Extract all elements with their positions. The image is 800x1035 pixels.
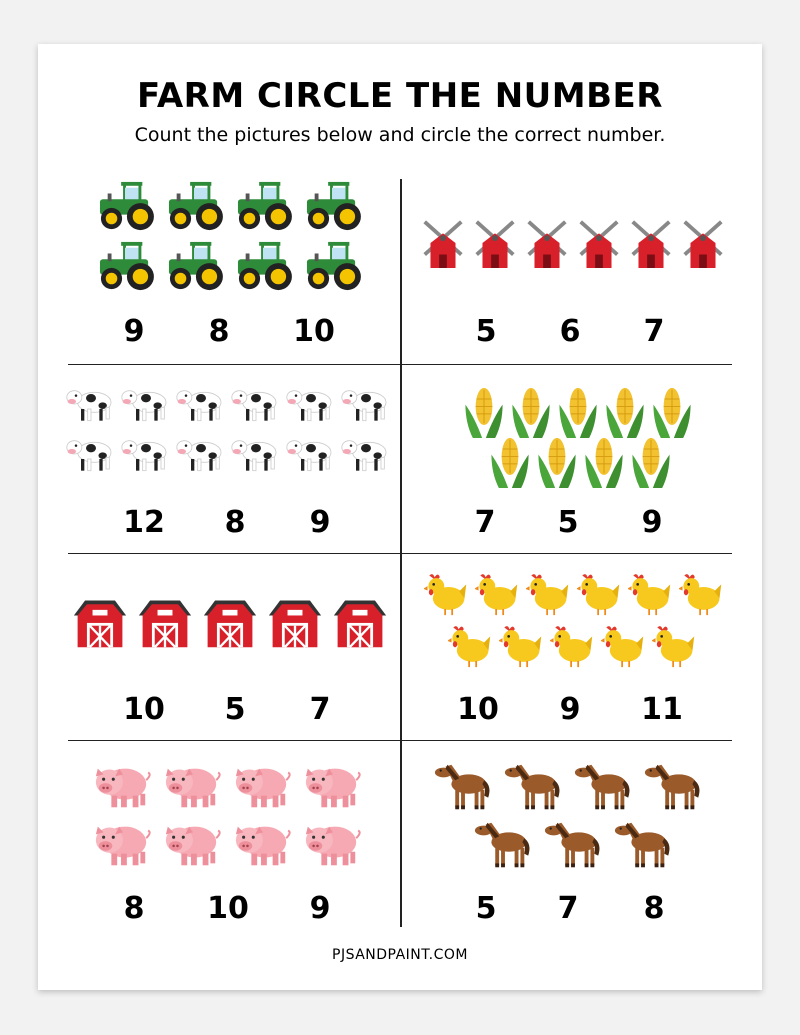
chicken-icon: [652, 624, 696, 672]
tractor-icon: [303, 180, 361, 236]
horse-icon: [542, 820, 604, 874]
tractor-icon: [96, 180, 154, 236]
pig-icon: [232, 760, 292, 816]
answer-choice[interactable]: 8: [123, 891, 145, 926]
answer-choice[interactable]: 7: [557, 891, 579, 926]
horse-icon: [502, 762, 564, 816]
corn-icon: [556, 386, 600, 442]
windmill-icon: [678, 216, 728, 272]
cow-icon: [341, 434, 391, 478]
pig-icon: [92, 818, 152, 874]
answer-choice[interactable]: 8: [224, 505, 246, 540]
chicken-icon: [679, 572, 723, 620]
corn-icon: [629, 436, 673, 492]
chicken-icon: [499, 624, 543, 672]
answer-choice[interactable]: 5: [475, 891, 497, 926]
cow-icon: [121, 384, 171, 428]
corn-icon: [650, 386, 694, 442]
row-divider: [68, 364, 732, 365]
footer-website: PJSANDPAINT.COM: [332, 947, 468, 963]
answer-choice[interactable]: 12: [123, 505, 165, 540]
cow-icon: [176, 434, 226, 478]
tractor-icon: [234, 240, 292, 296]
cow-icon: [121, 434, 171, 478]
row-divider: [68, 553, 732, 554]
answer-choice[interactable]: 5: [224, 692, 246, 727]
worksheet: [38, 44, 762, 990]
windmill-icon: [470, 216, 520, 272]
chicken-icon: [448, 624, 492, 672]
answer-choice[interactable]: 10: [293, 314, 335, 349]
corn-icon: [582, 436, 626, 492]
answer-choice[interactable]: 11: [641, 692, 683, 727]
answer-choice[interactable]: 9: [559, 692, 581, 727]
windmill-icon: [626, 216, 676, 272]
windmill-icon: [418, 216, 468, 272]
page-subtitle: Count the pictures below and circle the correct number.: [134, 124, 666, 146]
tractor-icon: [165, 180, 223, 236]
horse-icon: [432, 762, 494, 816]
row-divider: [68, 740, 732, 741]
chicken-icon: [475, 572, 519, 620]
chicken-icon: [577, 572, 621, 620]
tractor-icon: [96, 240, 154, 296]
pig-icon: [162, 818, 222, 874]
tractor-icon: [165, 240, 223, 296]
barn-icon: [202, 594, 258, 654]
answer-choice[interactable]: 9: [309, 891, 331, 926]
chicken-icon: [628, 572, 672, 620]
tractor-icon: [303, 240, 361, 296]
answer-choice[interactable]: 9: [309, 505, 331, 540]
corn-icon: [488, 436, 532, 492]
horse-icon: [612, 820, 674, 874]
cow-icon: [231, 384, 281, 428]
corn-icon: [535, 436, 579, 492]
tractor-icon: [234, 180, 292, 236]
answer-choice[interactable]: 7: [309, 692, 331, 727]
cow-icon: [176, 384, 226, 428]
horse-icon: [472, 820, 534, 874]
chicken-icon: [550, 624, 594, 672]
cow-icon: [66, 434, 116, 478]
answer-choice[interactable]: 10: [207, 891, 249, 926]
corn-icon: [462, 386, 506, 442]
answer-choice[interactable]: 10: [123, 692, 165, 727]
answer-choice[interactable]: 6: [559, 314, 581, 349]
corn-icon: [603, 386, 647, 442]
answer-choice[interactable]: 9: [123, 314, 145, 349]
barn-icon: [137, 594, 193, 654]
cow-icon: [341, 384, 391, 428]
answer-choice[interactable]: 8: [208, 314, 230, 349]
horse-icon: [572, 762, 634, 816]
answer-choice[interactable]: 9: [641, 505, 663, 540]
answer-choice[interactable]: 10: [457, 692, 499, 727]
barn-icon: [267, 594, 323, 654]
pig-icon: [162, 760, 222, 816]
cow-icon: [231, 434, 281, 478]
pig-icon: [92, 760, 152, 816]
cow-icon: [66, 384, 116, 428]
barn-icon: [332, 594, 388, 654]
windmill-icon: [574, 216, 624, 272]
chicken-icon: [601, 624, 645, 672]
answer-choice[interactable]: 8: [643, 891, 665, 926]
chicken-icon: [526, 572, 570, 620]
page-title: FARM CIRCLE THE NUMBER: [137, 76, 663, 116]
answer-choice[interactable]: 5: [557, 505, 579, 540]
answer-choice[interactable]: 5: [475, 314, 497, 349]
barn-icon: [72, 594, 128, 654]
windmill-icon: [522, 216, 572, 272]
horse-icon: [642, 762, 704, 816]
answer-choice[interactable]: 7: [474, 505, 496, 540]
corn-icon: [509, 386, 553, 442]
cow-icon: [286, 434, 336, 478]
cow-icon: [286, 384, 336, 428]
answer-choice[interactable]: 7: [643, 314, 665, 349]
pig-icon: [232, 818, 292, 874]
pig-icon: [302, 760, 362, 816]
chicken-icon: [424, 572, 468, 620]
pig-icon: [302, 818, 362, 874]
